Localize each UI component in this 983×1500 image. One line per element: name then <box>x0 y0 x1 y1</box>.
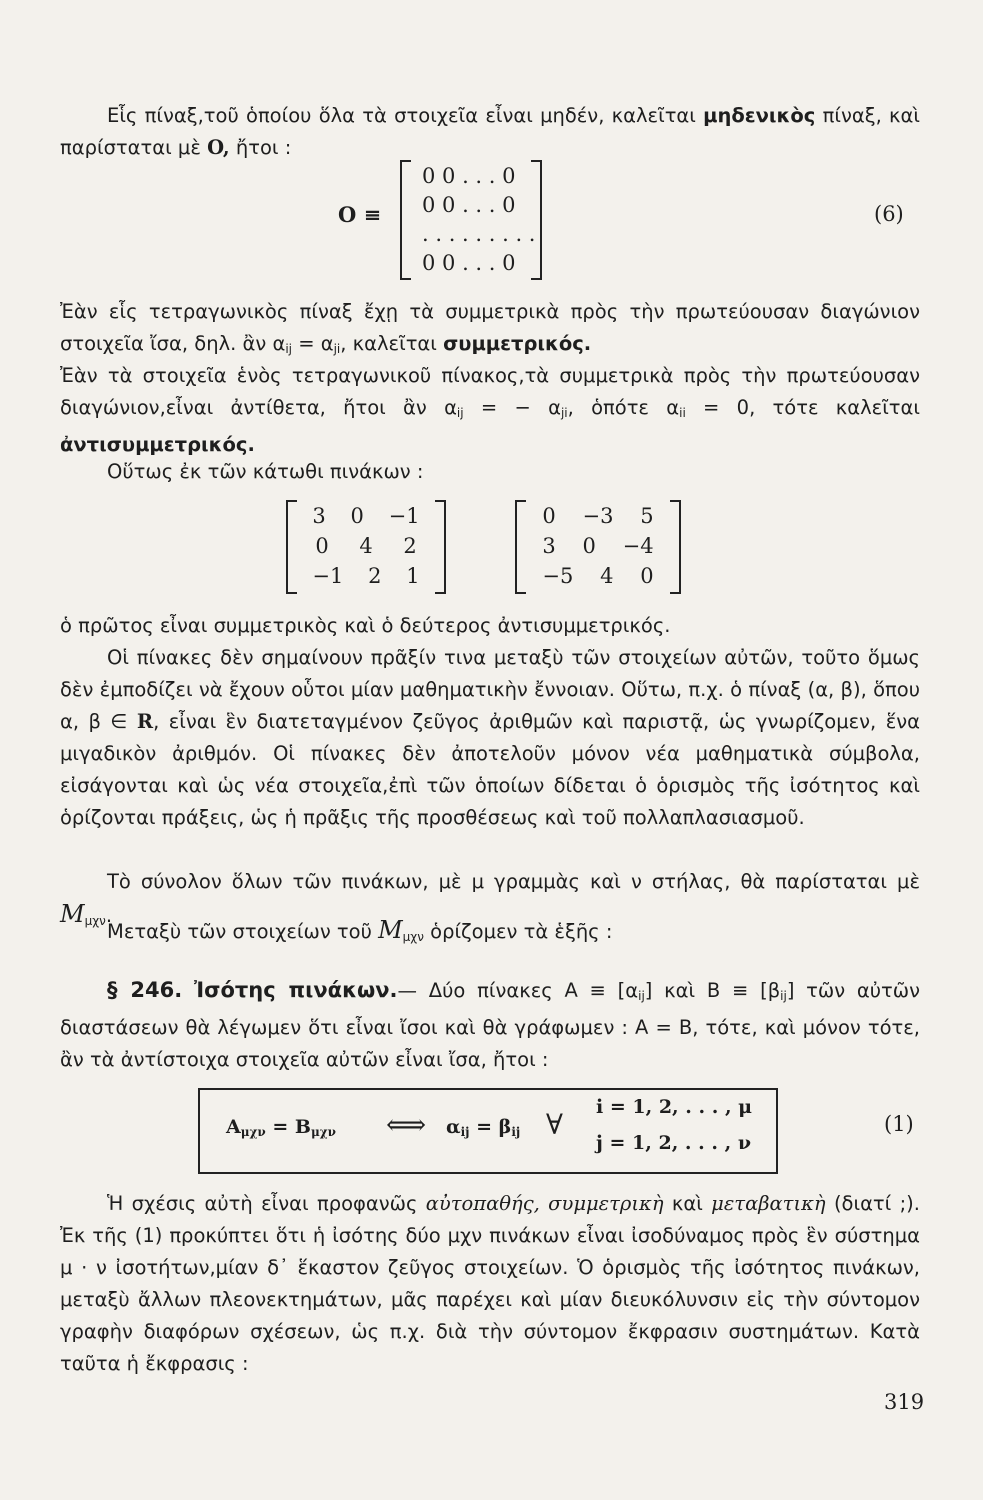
matrix-row <box>300 561 432 591</box>
text: , καλεῖται <box>340 332 444 355</box>
subscript: μχν <box>310 1125 336 1139</box>
text: . <box>105 904 113 927</box>
matrix-cell: −4 <box>622 534 654 558</box>
subscript: μχν <box>402 930 424 944</box>
matrix-cell: 0 <box>640 564 654 588</box>
bold-symbol-o: O, <box>207 136 230 159</box>
matrix-cell: 2 <box>368 564 382 588</box>
matrix-cell: 5 <box>640 504 654 528</box>
matrix-row <box>300 531 432 561</box>
matrix-cell: 3 <box>542 534 556 558</box>
matrix-a-symbol: A <box>226 1116 241 1138</box>
subscript: μχν <box>84 914 106 928</box>
matrix-cell: 1 <box>406 564 420 588</box>
paragraph-matrix-meaning <box>60 642 920 834</box>
subscript: ij <box>511 1125 521 1139</box>
matrix-cell: 3 <box>312 504 326 528</box>
matrix-cell: 0 <box>315 534 329 558</box>
text: ἤτοι : <box>229 136 292 159</box>
matrix-row <box>300 501 432 531</box>
text: ] καὶ Β ≡ [β <box>644 979 781 1002</box>
matrix-cell: 0 <box>542 504 556 528</box>
subscript: μχν <box>240 1125 266 1139</box>
paragraph-relation <box>60 1188 920 1380</box>
bold-term-antisymmetric: ἀντισυμμετρικός. <box>60 433 255 456</box>
text: Τὸ σύνολον ὅλων τῶν πινάκων, μὲ μ γραμμὰς καὶ ν στήλας, θὰ παρίσταται μὲ <box>107 870 920 893</box>
text: (διατί ;). Ἐκ τῆς (1) προκύπτει ὅτι ἡ ἰσότης δύο μχν πινάκων εἶναι ἰσοδύναμος πρὸς ἓν σύστημα μ · ν ἰσοτήτων,μίαν δ᾽ ἕκαστον ζεῦγος στοιχείων. Ὁ ὁρισμὸς τῆς ἰσότητος πινάκων, μεταξὺ ἄλλων πλεονεκτημάτων, μᾶς παρέχει καὶ μίαν διευκόλυνσιν εἰς τὴν σύντομον γραφὴν διαφόρων σχέσεων, ὡς π.χ. διὰ τὴν σύντομον ἔκφρασιν συστημάτων. Κατὰ ταῦτα ἡ ἔκφρασις : <box>60 1192 920 1375</box>
paragraph-antisymmetric <box>60 360 920 461</box>
text: Ἡ σχέσις αὐτὴ εἶναι προφανῶς <box>107 1192 426 1215</box>
alpha-symbol: α <box>446 1116 461 1138</box>
matrix-row <box>529 501 667 531</box>
matrix-b-symbol: = B <box>265 1116 311 1138</box>
zero-matrix-symbol: O ≡ <box>338 202 382 227</box>
subscript: ii <box>679 406 686 420</box>
text: πίναξ, καὶ παρίσταται μὲ <box>60 104 921 159</box>
script-m-symbol: M <box>60 900 85 928</box>
bold-term-symmetric: συμμετρικός. <box>443 332 592 355</box>
paragraph-example-intro: Οὕτως ἐκ τῶν κάτωθι πινάκων : <box>107 460 424 483</box>
section-number: § 246. <box>107 978 183 1002</box>
text: = α <box>292 332 334 355</box>
paragraph-zero-matrix <box>60 100 920 164</box>
matrix-cell: 2 <box>403 534 417 558</box>
section-title: Ἰσότης πινάκων. <box>193 978 398 1002</box>
left-bracket <box>515 500 526 594</box>
text: , εἶναι ἓν διατεταγμένον ζεῦγος ἀριθμῶν καὶ παριστᾷ, ὡς γνωρίζομεν, ἕνα μιγαδικὸν ἀριθμόν. Οἱ πίνακες δὲν ἀποτελοῦν μόνον νέα μαθηματικὰ σύμβολα, εἰσάγονται καὶ ὡς νέα στοιχεῖα,ἐπὶ τῶν ὁποίων δίδεται ὁ ὁρισμὸς τῆς ἰσότητος καὶ ὁρίζονται πράξεις, ὡς ἡ πρᾶξις τῆς προσθέσεως καὶ τοῦ πολλαπλασιασμοῦ. <box>60 710 920 829</box>
equality-lhs <box>226 1116 336 1139</box>
zero-matrix <box>400 160 542 280</box>
matrix-row <box>529 561 667 591</box>
symmetric-matrix <box>286 500 446 594</box>
index-range-i: i = 1, 2, . . . , μ <box>596 1096 753 1118</box>
italic-terms: αὐτοπαθής, συμμετρικὴ <box>425 1192 664 1215</box>
text: Ἐὰν τὰ στοιχεῖα ἑνὸς τετραγωνικοῦ πίνακος,τὰ συμμετρικὰ πρὸς τὴν πρωτεύουσαν διαγώνιον,εἶναι ἀντίθετα, ἤτοι ἂν α <box>60 364 920 419</box>
bold-term-zero: μηδενικὸς <box>703 104 816 127</box>
text: — Δύο πίνακες Α ≡ [α <box>397 979 639 1002</box>
subscript: ij <box>780 989 787 1003</box>
italic-term: μεταβατικὴ <box>711 1192 826 1215</box>
subscript: ji <box>333 342 341 356</box>
subscript: ij <box>460 1125 470 1139</box>
matrix-cell: 4 <box>359 534 373 558</box>
text: = − α <box>463 396 561 419</box>
equation-label-1: (1) <box>884 1112 914 1136</box>
page-number: 319 <box>884 1390 925 1414</box>
script-m-symbol: M <box>378 916 403 944</box>
section-246 <box>60 974 920 1076</box>
matrix-cell: −5 <box>542 564 574 588</box>
matrix-row: 0 0 . . . 0 <box>422 193 516 217</box>
matrix-cell: −1 <box>312 564 344 588</box>
subscript: ij <box>285 342 292 356</box>
text: Εἷς πίναξ,τοῦ ὁποίου ὅλα τὰ στοιχεῖα εἶναι μηδέν, καλεῖται <box>107 104 704 127</box>
text: ] τῶν αὐτῶν διαστάσεων θὰ λέγωμεν ὅτι εἶναι ἴσοι καὶ θὰ γράφωμεν : Α = Β, τότε, καὶ μόνον τότε, ἂν τὰ ἀντίστοιχα στοιχεῖα αὐτῶν εἶναι ἴσα, ἤτοι : <box>60 979 920 1071</box>
index-range-j: j = 1, 2, . . . , ν <box>596 1132 752 1154</box>
text: Οἱ πίνακες δὲν σημαίνουν πρᾶξίν τινα μεταξὺ τῶν στοιχείων αὐτῶν, τοῦτο ὅμως δὲν ἐμποδίζει νὰ ἔχουν οὗτοι μίαν μαθηματικὴν ἔννοιαν. Οὕτω, π.χ. ὁ πίναξ (α, β), ὅπου α, β ∈ <box>60 646 920 733</box>
subscript: ji <box>560 406 568 420</box>
matrix-cell: 0 <box>582 534 596 558</box>
matrix-cell: −3 <box>582 504 614 528</box>
text: ὁρίζομεν τὰ ἑξῆς : <box>423 920 613 943</box>
matrix-cell: 4 <box>600 564 614 588</box>
matrix-equality-box <box>198 1088 778 1174</box>
antisymmetric-matrix <box>515 500 681 594</box>
forall-icon: ∀ <box>546 1108 563 1141</box>
text: = 0, τότε καλεῖται <box>685 396 920 419</box>
paragraph-symmetric <box>60 296 920 365</box>
equation-label-6: (6) <box>874 202 904 226</box>
paragraph-first-symmetric: ὁ πρῶτος εἶναι συμμετρικὸς καὶ ὁ δεύτερος ἀντισυμμετρικός. <box>60 614 671 637</box>
subscript: ij <box>638 989 645 1003</box>
right-bracket <box>435 500 446 594</box>
text: Μεταξὺ τῶν στοιχείων τοῦ <box>107 920 379 943</box>
beta-symbol: = β <box>469 1116 512 1138</box>
text: καὶ <box>663 1192 712 1215</box>
text: Ἐὰν εἷς τετραγωνικὸς πίναξ ἔχῃ τὰ συμμετρικὰ πρὸς τὴν πρωτεύουσαν διαγώνιον στοιχεῖα ἴσα, δηλ. ἂν α <box>60 300 920 355</box>
subscript: ij <box>456 406 464 420</box>
matrix-cell: −1 <box>388 504 420 528</box>
bold-symbol-r: R <box>136 710 154 733</box>
matrix-row <box>529 531 667 561</box>
left-bracket <box>400 160 411 280</box>
matrix-row: . . . . . . . . . <box>422 222 536 246</box>
right-bracket <box>670 500 681 594</box>
paragraph-define <box>60 914 920 953</box>
text: , ὁπότε α <box>567 396 680 419</box>
matrix-row: 0 0 . . . 0 <box>422 251 516 275</box>
elementwise-equality <box>446 1116 520 1139</box>
matrix-cell: 0 <box>350 504 364 528</box>
iff-arrow-icon: ⟺ <box>386 1108 427 1141</box>
matrix-row: 0 0 . . . 0 <box>422 164 516 188</box>
left-bracket <box>286 500 297 594</box>
